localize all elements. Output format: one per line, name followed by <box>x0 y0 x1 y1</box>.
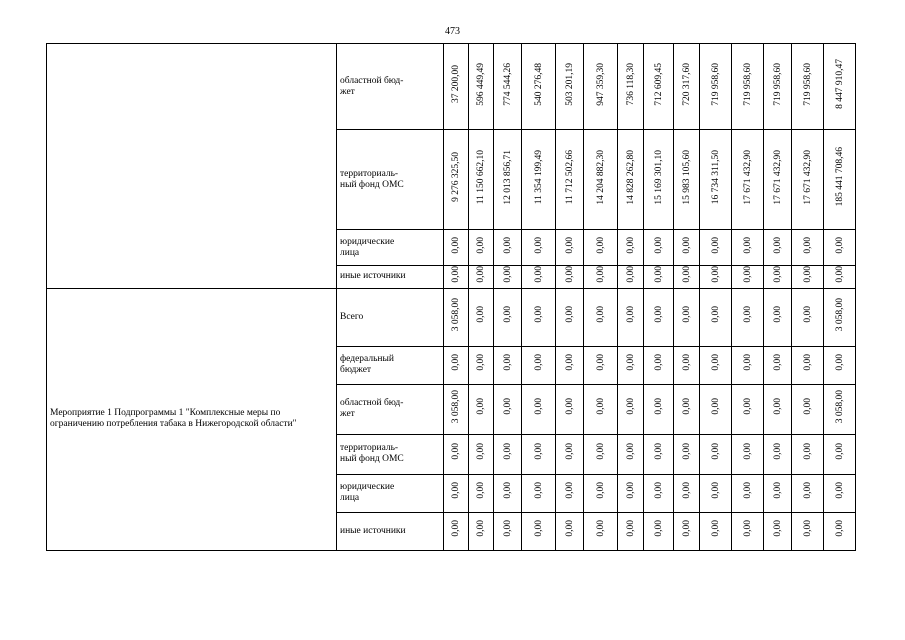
value-text: 0,00 <box>710 306 721 323</box>
value-cell <box>522 512 556 550</box>
value-text: 14 204 882,30 <box>595 149 606 205</box>
value-text: 0,00 <box>451 520 461 537</box>
value-cell <box>584 230 618 266</box>
value-cell <box>584 44 618 130</box>
value-text: 0,00 <box>681 354 692 371</box>
value-text: 0,00 <box>681 266 692 283</box>
value-text: 37 200,00 <box>451 65 461 103</box>
value-text: 0,00 <box>451 236 461 254</box>
value-cell <box>700 44 732 130</box>
value-cell <box>494 512 522 550</box>
value-cell <box>444 266 469 289</box>
value-cell <box>494 288 522 346</box>
budget-table <box>46 43 856 551</box>
value-text: 0,00 <box>476 443 486 460</box>
value-text: 0,00 <box>710 398 721 415</box>
value-text: 0,00 <box>476 236 486 254</box>
value-cell <box>469 512 494 550</box>
value-text: 719 958,60 <box>772 62 783 106</box>
value-cell <box>700 512 732 550</box>
value-text: 719 958,60 <box>802 62 813 106</box>
value-cell <box>674 288 700 346</box>
value-cell <box>618 230 644 266</box>
value-text: 0,00 <box>742 354 753 371</box>
value-cell <box>732 44 764 130</box>
value-cell <box>584 512 618 550</box>
value-cell <box>494 266 522 289</box>
value-cell <box>674 384 700 434</box>
value-text: 9 276 325,50 <box>451 152 461 202</box>
value-text: 0,00 <box>834 520 845 537</box>
value-cell <box>764 44 792 130</box>
value-text: 17 671 432,90 <box>742 149 753 205</box>
value-text: 0,00 <box>681 306 692 323</box>
value-cell <box>764 288 792 346</box>
value-cell <box>674 474 700 512</box>
funding-source: юридические лица <box>337 230 444 266</box>
value-text: 0,00 <box>533 482 544 499</box>
value-text: 0,00 <box>451 354 461 371</box>
value-text: 17 671 432,90 <box>802 149 813 205</box>
value-cell <box>732 384 764 434</box>
value-cell <box>824 512 856 550</box>
value-cell <box>764 346 792 384</box>
value-cell <box>469 266 494 289</box>
value-text: 0,00 <box>772 306 783 323</box>
value-cell <box>469 384 494 434</box>
value-text: 0,00 <box>834 266 845 283</box>
value-cell <box>494 44 522 130</box>
value-cell <box>618 346 644 384</box>
value-text: 0,00 <box>710 354 721 371</box>
value-text: 0,00 <box>742 306 753 323</box>
value-cell <box>792 230 824 266</box>
value-cell <box>824 384 856 434</box>
value-text: 185 441 708,46 <box>834 147 845 207</box>
value-text: 0,00 <box>772 236 783 254</box>
value-cell <box>469 130 494 230</box>
value-cell <box>764 266 792 289</box>
value-cell <box>556 266 584 289</box>
value-cell <box>522 288 556 346</box>
value-cell <box>824 266 856 289</box>
value-cell <box>584 130 618 230</box>
value-cell <box>522 474 556 512</box>
value-cell <box>444 512 469 550</box>
value-text: 3 058,00 <box>834 298 845 332</box>
value-cell <box>522 346 556 384</box>
value-text: 719 958,60 <box>742 62 753 106</box>
value-cell <box>732 512 764 550</box>
value-text: 0,00 <box>595 398 606 415</box>
value-cell <box>556 230 584 266</box>
value-cell <box>700 346 732 384</box>
value-cell <box>700 230 732 266</box>
value-text: 15 169 301,10 <box>653 149 664 205</box>
value-text: 3 058,00 <box>451 390 461 424</box>
value-cell <box>494 130 522 230</box>
value-cell <box>764 384 792 434</box>
value-cell <box>732 474 764 512</box>
funding-source: иные источники <box>337 266 444 289</box>
value-text: 719 958,60 <box>710 62 721 106</box>
value-cell <box>824 44 856 130</box>
value-cell <box>732 130 764 230</box>
value-text: 0,00 <box>476 482 486 499</box>
value-cell <box>444 434 469 474</box>
value-cell <box>469 288 494 346</box>
value-text: 0,00 <box>564 443 575 460</box>
value-text: 0,00 <box>681 482 692 499</box>
value-cell <box>584 288 618 346</box>
value-cell <box>764 230 792 266</box>
page-number: 473 <box>445 26 460 37</box>
value-cell <box>732 434 764 474</box>
value-cell <box>618 434 644 474</box>
value-text: 0,00 <box>625 482 636 499</box>
value-text: 0,00 <box>502 443 513 460</box>
value-text: 0,00 <box>772 520 783 537</box>
value-cell <box>674 512 700 550</box>
value-cell <box>700 384 732 434</box>
value-text: 0,00 <box>802 520 813 537</box>
value-cell <box>732 288 764 346</box>
value-text: 0,00 <box>834 482 845 499</box>
value-cell <box>618 474 644 512</box>
value-text: 0,00 <box>502 266 513 283</box>
funding-source: областной бюд- жет <box>337 44 444 130</box>
value-text: 0,00 <box>742 482 753 499</box>
value-text: 0,00 <box>710 266 721 283</box>
value-cell <box>644 44 674 130</box>
value-text: 0,00 <box>742 266 753 283</box>
value-cell <box>618 130 644 230</box>
value-cell <box>469 346 494 384</box>
value-text: 0,00 <box>802 266 813 283</box>
value-text: 0,00 <box>681 520 692 537</box>
value-cell <box>584 434 618 474</box>
value-cell <box>792 512 824 550</box>
value-cell <box>792 346 824 384</box>
value-text: 0,00 <box>595 236 606 254</box>
value-text: 0,00 <box>653 482 664 499</box>
value-text: 774 544,26 <box>502 62 513 106</box>
funding-source: территориаль- ный фонд ОМС <box>337 130 444 230</box>
value-cell <box>824 474 856 512</box>
value-cell <box>584 266 618 289</box>
value-cell <box>522 384 556 434</box>
value-text: 0,00 <box>451 443 461 460</box>
value-text: 0,00 <box>834 443 845 460</box>
value-text: 0,00 <box>772 354 783 371</box>
value-cell <box>644 230 674 266</box>
value-cell <box>522 434 556 474</box>
funding-source: территориаль- ный фонд ОМС <box>337 434 444 474</box>
value-text: 0,00 <box>476 354 486 371</box>
value-text: 0,00 <box>533 236 544 254</box>
value-cell <box>700 288 732 346</box>
value-text: 0,00 <box>533 398 544 415</box>
value-cell <box>792 434 824 474</box>
value-text: 0,00 <box>533 520 544 537</box>
value-text: 0,00 <box>502 306 513 323</box>
value-cell <box>494 434 522 474</box>
value-cell <box>469 44 494 130</box>
value-text: 8 447 910,47 <box>834 59 845 109</box>
value-text: 0,00 <box>595 266 606 283</box>
value-text: 0,00 <box>681 443 692 460</box>
value-cell <box>700 130 732 230</box>
value-text: 0,00 <box>476 398 486 415</box>
value-cell <box>494 384 522 434</box>
value-text: 0,00 <box>533 306 544 323</box>
value-text: 0,00 <box>595 306 606 323</box>
value-text: 16 734 311,50 <box>710 149 721 205</box>
value-cell <box>618 512 644 550</box>
value-text: 0,00 <box>772 398 783 415</box>
value-text: 0,00 <box>595 482 606 499</box>
value-text: 0,00 <box>710 443 721 460</box>
value-text: 0,00 <box>625 306 636 323</box>
value-text: 540 276,48 <box>533 62 544 106</box>
value-text: 0,00 <box>451 266 461 283</box>
value-cell <box>644 288 674 346</box>
value-text: 0,00 <box>742 443 753 460</box>
value-text: 3 058,00 <box>834 390 845 424</box>
value-cell <box>469 434 494 474</box>
value-text: 0,00 <box>653 306 664 323</box>
value-cell <box>618 384 644 434</box>
value-text: 0,00 <box>625 236 636 254</box>
value-text: 0,00 <box>802 482 813 499</box>
table-row <box>47 288 856 346</box>
value-text: 947 359,30 <box>595 62 606 106</box>
value-text: 0,00 <box>502 236 513 254</box>
value-text: 17 671 432,90 <box>772 149 783 205</box>
value-cell <box>556 346 584 384</box>
value-cell <box>824 288 856 346</box>
value-cell <box>764 434 792 474</box>
value-text: 0,00 <box>834 354 845 371</box>
value-cell <box>824 230 856 266</box>
value-cell <box>674 346 700 384</box>
value-cell <box>444 474 469 512</box>
value-cell <box>674 266 700 289</box>
value-text: 0,00 <box>502 520 513 537</box>
funding-source: областной бюд- жет <box>337 384 444 434</box>
value-text: 0,00 <box>653 398 664 415</box>
value-text: 0,00 <box>802 236 813 254</box>
value-text: 11 712 502,66 <box>564 149 575 205</box>
value-text: 0,00 <box>564 266 575 283</box>
value-cell <box>644 474 674 512</box>
value-cell <box>732 266 764 289</box>
value-cell <box>522 130 556 230</box>
funding-source: иные источники <box>337 512 444 550</box>
value-cell <box>644 384 674 434</box>
value-text: 0,00 <box>533 354 544 371</box>
value-text: 0,00 <box>772 482 783 499</box>
value-text: 0,00 <box>564 306 575 323</box>
value-cell <box>444 230 469 266</box>
value-text: 0,00 <box>625 354 636 371</box>
value-cell <box>700 474 732 512</box>
value-cell <box>674 434 700 474</box>
value-cell <box>644 434 674 474</box>
value-cell <box>444 346 469 384</box>
value-cell <box>494 474 522 512</box>
table-row <box>47 44 856 130</box>
value-cell <box>469 474 494 512</box>
value-text: 0,00 <box>502 354 513 371</box>
value-text: 0,00 <box>681 236 692 254</box>
value-text: 736 118,30 <box>625 62 636 106</box>
value-text: 0,00 <box>802 443 813 460</box>
value-text: 0,00 <box>742 520 753 537</box>
value-cell <box>764 130 792 230</box>
value-text: 0,00 <box>710 482 721 499</box>
value-text: 0,00 <box>681 398 692 415</box>
value-text: 0,00 <box>502 398 513 415</box>
value-text: 0,00 <box>595 354 606 371</box>
value-cell <box>792 474 824 512</box>
value-cell <box>444 44 469 130</box>
measure-name <box>47 44 337 289</box>
value-text: 0,00 <box>564 398 575 415</box>
value-cell <box>444 384 469 434</box>
value-cell <box>792 44 824 130</box>
value-cell <box>732 346 764 384</box>
value-cell <box>644 512 674 550</box>
value-text: 0,00 <box>834 236 845 254</box>
value-cell <box>444 130 469 230</box>
value-cell <box>644 130 674 230</box>
value-cell <box>792 384 824 434</box>
value-text: 0,00 <box>653 266 664 283</box>
value-cell <box>444 288 469 346</box>
value-cell <box>556 44 584 130</box>
value-cell <box>764 512 792 550</box>
value-text: 0,00 <box>625 398 636 415</box>
value-cell <box>618 266 644 289</box>
funding-source: юридические лица <box>337 474 444 512</box>
value-text: 3 058,00 <box>451 298 461 332</box>
value-cell <box>674 44 700 130</box>
value-text: 0,00 <box>742 236 753 254</box>
value-text: 0,00 <box>710 520 721 537</box>
value-cell <box>792 288 824 346</box>
value-text: 0,00 <box>742 398 753 415</box>
value-text: 503 201,19 <box>564 62 575 106</box>
value-cell <box>764 474 792 512</box>
value-cell <box>824 346 856 384</box>
value-cell <box>556 434 584 474</box>
value-text: 0,00 <box>772 443 783 460</box>
value-cell <box>674 230 700 266</box>
value-text: 0,00 <box>502 482 513 499</box>
value-cell <box>494 346 522 384</box>
value-text: 0,00 <box>564 236 575 254</box>
value-cell <box>522 266 556 289</box>
value-text: 0,00 <box>476 306 486 323</box>
value-text: 0,00 <box>476 266 486 283</box>
value-cell <box>584 346 618 384</box>
value-text: 0,00 <box>802 354 813 371</box>
value-cell <box>644 266 674 289</box>
value-cell <box>556 288 584 346</box>
value-text: 0,00 <box>653 354 664 371</box>
value-cell <box>556 474 584 512</box>
value-cell <box>700 434 732 474</box>
value-cell <box>494 230 522 266</box>
value-text: 11 354 199,49 <box>533 149 544 205</box>
value-cell <box>792 266 824 289</box>
value-cell <box>469 230 494 266</box>
value-cell <box>556 384 584 434</box>
value-text: 0,00 <box>451 482 461 499</box>
value-cell <box>584 474 618 512</box>
value-text: 0,00 <box>772 266 783 283</box>
value-text: 0,00 <box>533 266 544 283</box>
value-text: 14 828 262,80 <box>625 149 636 205</box>
value-text: 0,00 <box>595 443 606 460</box>
value-cell <box>700 266 732 289</box>
value-cell <box>792 130 824 230</box>
value-cell <box>618 44 644 130</box>
value-text: 15 983 105,60 <box>681 149 692 205</box>
value-text: 0,00 <box>625 520 636 537</box>
value-text: 0,00 <box>625 266 636 283</box>
value-text: 0,00 <box>802 398 813 415</box>
value-cell <box>644 346 674 384</box>
funding-source: федеральный бюджет <box>337 346 444 384</box>
value-text: 712 609,45 <box>653 62 664 106</box>
value-text: 0,00 <box>564 482 575 499</box>
value-cell <box>522 44 556 130</box>
value-cell <box>522 230 556 266</box>
value-text: 0,00 <box>564 354 575 371</box>
measure-name: Мероприятие 1 Подпрограммы 1 "Комплексные меры по ограничению потребления табака в Нижегородской области" <box>47 288 337 550</box>
value-text: 11 150 662,10 <box>476 149 486 205</box>
value-text: 0,00 <box>533 443 544 460</box>
value-text: 596 449,49 <box>476 62 486 106</box>
value-cell <box>824 434 856 474</box>
value-cell <box>618 288 644 346</box>
value-text: 0,00 <box>710 236 721 254</box>
value-cell <box>824 130 856 230</box>
value-text: 720 317,60 <box>681 62 692 106</box>
value-text: 0,00 <box>653 520 664 537</box>
value-cell <box>674 130 700 230</box>
value-text: 0,00 <box>564 520 575 537</box>
value-text: 0,00 <box>653 236 664 254</box>
value-text: 0,00 <box>802 306 813 323</box>
value-text: 0,00 <box>625 443 636 460</box>
value-cell <box>556 512 584 550</box>
value-cell <box>584 384 618 434</box>
value-text: 0,00 <box>653 443 664 460</box>
value-text: 12 013 856,71 <box>502 149 513 205</box>
value-text: 0,00 <box>595 520 606 537</box>
funding-source: Всего <box>337 288 444 346</box>
value-cell <box>556 130 584 230</box>
value-text: 0,00 <box>476 520 486 537</box>
value-cell <box>732 230 764 266</box>
